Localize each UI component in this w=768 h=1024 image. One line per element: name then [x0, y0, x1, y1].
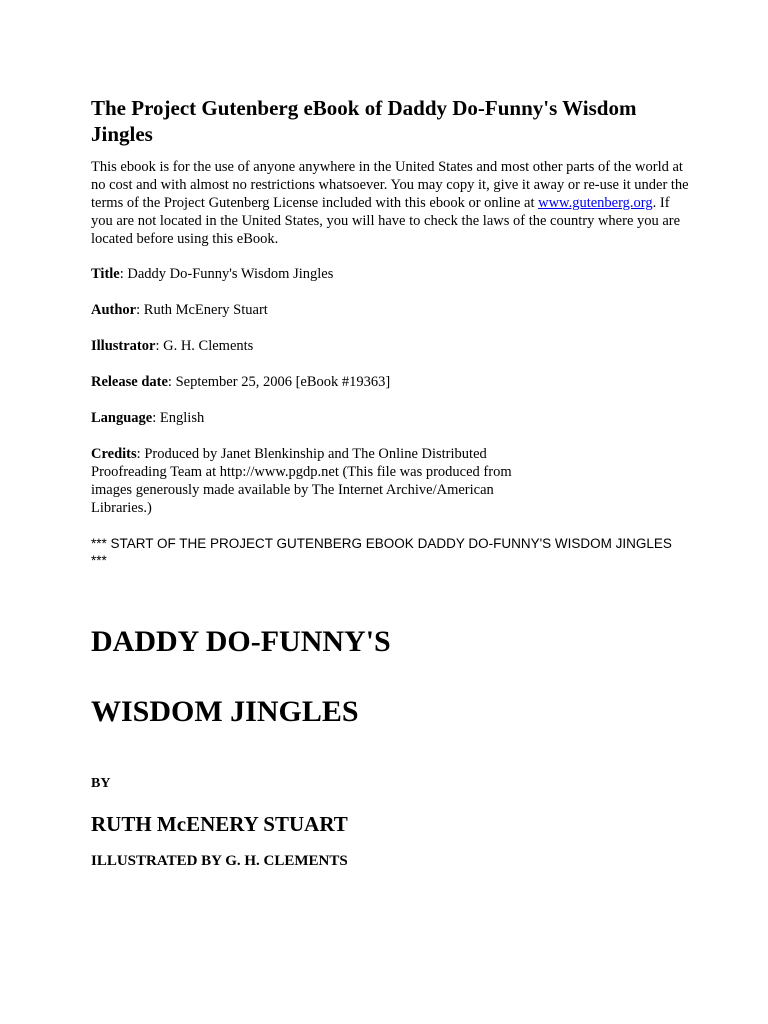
meta-value: English: [159, 410, 205, 426]
meta-label: Title: [91, 266, 120, 282]
meta-label: Credits: [91, 446, 137, 462]
intro-text-end: . If you are not located in the United States, you will have to check the laws of the country where you are located before using this eBook.: [91, 195, 681, 247]
meta-value: Produced by Janet Blenkinship and The Online Distributed Proofreading Team at http://www.pgdp.net (This file was produced from images generously made available by The Internet Archive/American Libraries.): [91, 446, 512, 516]
meta-credits: Credits: Produced by Janet Blenkinship and The Online Distributed Proofreading Team at http://www.pgdp.net (This file was produced from images generously made available by The Internet Archive/American Libraries.): [91, 446, 512, 516]
meta-value: Daddy Do-Funny's Wisdom Jingles: [127, 266, 334, 282]
book-author: RUTH McENERY STUART: [91, 812, 348, 836]
meta-label: Author: [91, 302, 137, 318]
illustrated-by: ILLUSTRATED BY G. H. CLEMENTS: [91, 853, 348, 869]
meta-release-date: Release date: September 25, 2006 [eBook #19363]: [91, 374, 391, 390]
intro-text-start: This ebook is for the use of anyone anywhere in the United States and most other parts of the world at no cost and with almost no restrictions whatsoever. You may copy it, give it away or re-use it under the terms of the Project Gutenberg License included with this ebook or online at: [91, 159, 689, 211]
book-title-line-1: DADDY DO-FUNNY'S: [91, 625, 391, 658]
meta-label: Illustrator: [91, 338, 156, 354]
meta-title: Title: Daddy Do-Funny's Wisdom Jingles: [91, 266, 334, 282]
meta-author: Author: Ruth McEnery Stuart: [91, 302, 268, 318]
by-label: BY: [91, 776, 111, 791]
meta-value: G. H. Clements: [163, 338, 254, 354]
book-title-line-2: WISDOM JINGLES: [91, 695, 359, 728]
meta-illustrator: Illustrator: G. H. Clements: [91, 338, 254, 354]
intro-paragraph: [91, 158, 691, 248]
page-title: The Project Gutenberg eBook of Daddy Do-Funny's Wisdom Jingles: [91, 96, 637, 146]
meta-value: Ruth McEnery Stuart: [143, 302, 268, 318]
gutenberg-link[interactable]: www.gutenberg.org: [538, 195, 653, 211]
meta-value: September 25, 2006 [eBook #19363]: [175, 374, 391, 390]
meta-label: Language: [91, 410, 153, 426]
start-marker: *** START OF THE PROJECT GUTENBERG EBOOK DADDY DO-FUNNY'S WISDOM JINGLES ***: [91, 536, 672, 568]
meta-label: Release date: [91, 374, 168, 390]
meta-language: Language: English: [91, 410, 205, 426]
